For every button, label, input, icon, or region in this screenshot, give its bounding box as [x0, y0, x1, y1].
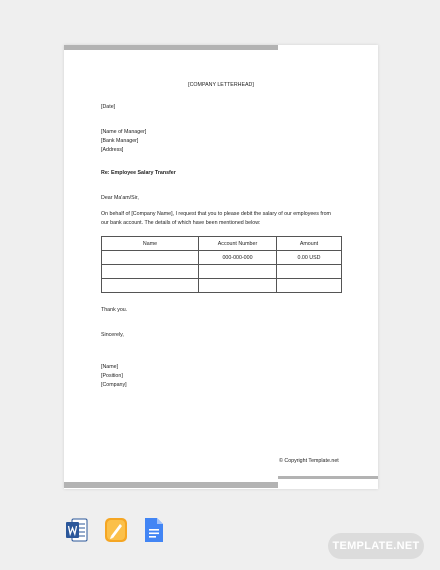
cell-amount — [277, 279, 342, 293]
page-accent-bar-bottom — [64, 482, 278, 488]
word-icon[interactable] — [66, 517, 88, 548]
thanks-line: Thank you. — [101, 307, 128, 313]
cell-account-number: 000-000-000 — [199, 251, 277, 265]
brand-logo[interactable]: TEMPLATE.NET — [328, 533, 424, 559]
pages-icon[interactable] — [104, 517, 128, 548]
google-docs-icon[interactable] — [144, 517, 164, 548]
cell-amount — [277, 265, 342, 279]
recipient-name: [Name of Manager] — [101, 129, 147, 135]
signature-company: [Company] — [101, 382, 127, 388]
subject-line: Re: Employee Salary Transfer — [101, 170, 176, 176]
header-amount: Amount — [277, 237, 342, 251]
recipient-address: [Address] — [101, 147, 124, 153]
body-line-1: On behalf of [Company Name], I request that you to please debit the salary of our employees from — [101, 211, 331, 217]
body-line-2: our bank account. The details of which have been mentioned below: — [101, 220, 261, 226]
header-name: Name — [102, 237, 199, 251]
cell-amount: 0.00 USD — [277, 251, 342, 265]
cell-account-number — [199, 279, 277, 293]
cell-account-number — [199, 265, 277, 279]
signature-name: [Name] — [101, 364, 119, 370]
cell-name — [102, 279, 199, 293]
letterhead: [COMPANY LETTERHEAD] — [188, 82, 254, 88]
copyright-notice: © Copyright Template.net — [279, 458, 339, 464]
recipient-title: [Bank Manager] — [101, 138, 139, 144]
date-line: [Date] — [101, 104, 116, 110]
header-account-number: Account Number — [199, 237, 277, 251]
page-accent-bar-top — [64, 45, 278, 50]
page-accent-bar-bottom-right — [278, 476, 378, 479]
table-row — [102, 251, 342, 265]
signature-position: [Position] — [101, 373, 123, 379]
cell-name — [102, 251, 199, 265]
salary-table — [101, 236, 342, 293]
table-row — [102, 265, 342, 279]
closing-line: Sincerely, — [101, 332, 124, 338]
table-header-row — [102, 237, 342, 251]
letter-page — [64, 45, 378, 489]
table-row — [102, 279, 342, 293]
cell-name — [102, 265, 199, 279]
salutation: Dear Ma'am/Sir, — [101, 195, 139, 201]
